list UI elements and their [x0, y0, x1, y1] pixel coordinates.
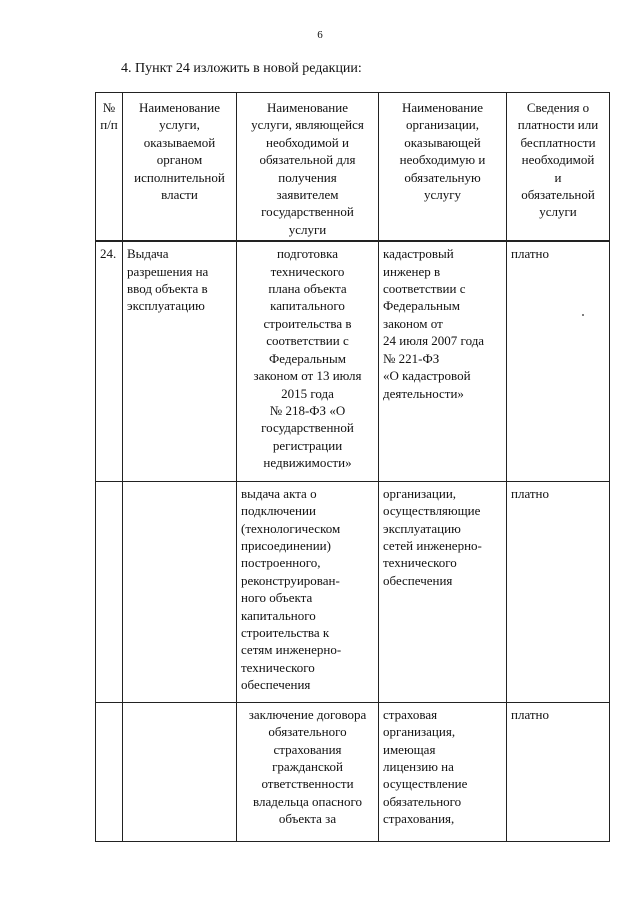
row-number — [96, 702, 123, 841]
required-service-cell: выдача акта о подключении (технологическом присоединении) построенного, реконструирован- ного объекта капитального строительства к сетям инженерно- технического обеспечения — [237, 481, 379, 702]
scan-speck — [582, 314, 584, 316]
table-row — [96, 241, 610, 481]
organization-cell: кадастровый инженер в соответствии с Федеральным законом от 24 июля 2007 года № 221-ФЗ «О кадастровой деятельности» — [379, 241, 507, 481]
header-required-service: Наименование услуги, являющейся необходимой и обязательной для получения заявителем государственной услуги — [237, 93, 379, 242]
table-header-row — [96, 93, 610, 242]
header-number: № п/п — [96, 93, 123, 242]
service-name-cell — [123, 481, 237, 702]
table-row — [96, 481, 610, 702]
required-service-cell: подготовка технического плана объекта капитального строительства в соответствии с Федеральным законом от 13 июля 2015 года № 218-ФЗ «О государственной регистрации недвижимости» — [237, 241, 379, 481]
payment-cell: платно — [507, 481, 610, 702]
payment-cell: платно — [507, 702, 610, 841]
header-payment-info: Сведения о платности или бесплатности необходимой и обязательной услуги — [507, 93, 610, 242]
service-name-cell: Выдача разрешения на ввод объекта в эксплуатацию — [123, 241, 237, 481]
required-service-cell: заключение договора обязательного страхования гражданской ответственности владельца опасного объекта за — [237, 702, 379, 841]
payment-cell: платно — [507, 241, 610, 481]
organization-cell: организации, осуществляющие эксплуатацию сетей инженерно- технического обеспечения — [379, 481, 507, 702]
service-name-cell — [123, 702, 237, 841]
table-row — [96, 702, 610, 841]
services-table — [95, 92, 610, 842]
row-number — [96, 481, 123, 702]
page-number: 6 — [317, 29, 323, 41]
organization-cell: страховая организация, имеющая лицензию на осуществление обязательного страхования, — [379, 702, 507, 841]
header-service-name: Наименование услуги, оказываемой органом исполнительной власти — [123, 93, 237, 242]
header-organization: Наименование организации, оказывающей необходимую и обязательную услугу — [379, 93, 507, 242]
row-number: 24. — [96, 241, 123, 481]
amendment-intro: 4. Пункт 24 изложить в новой редакции: — [121, 61, 362, 76]
